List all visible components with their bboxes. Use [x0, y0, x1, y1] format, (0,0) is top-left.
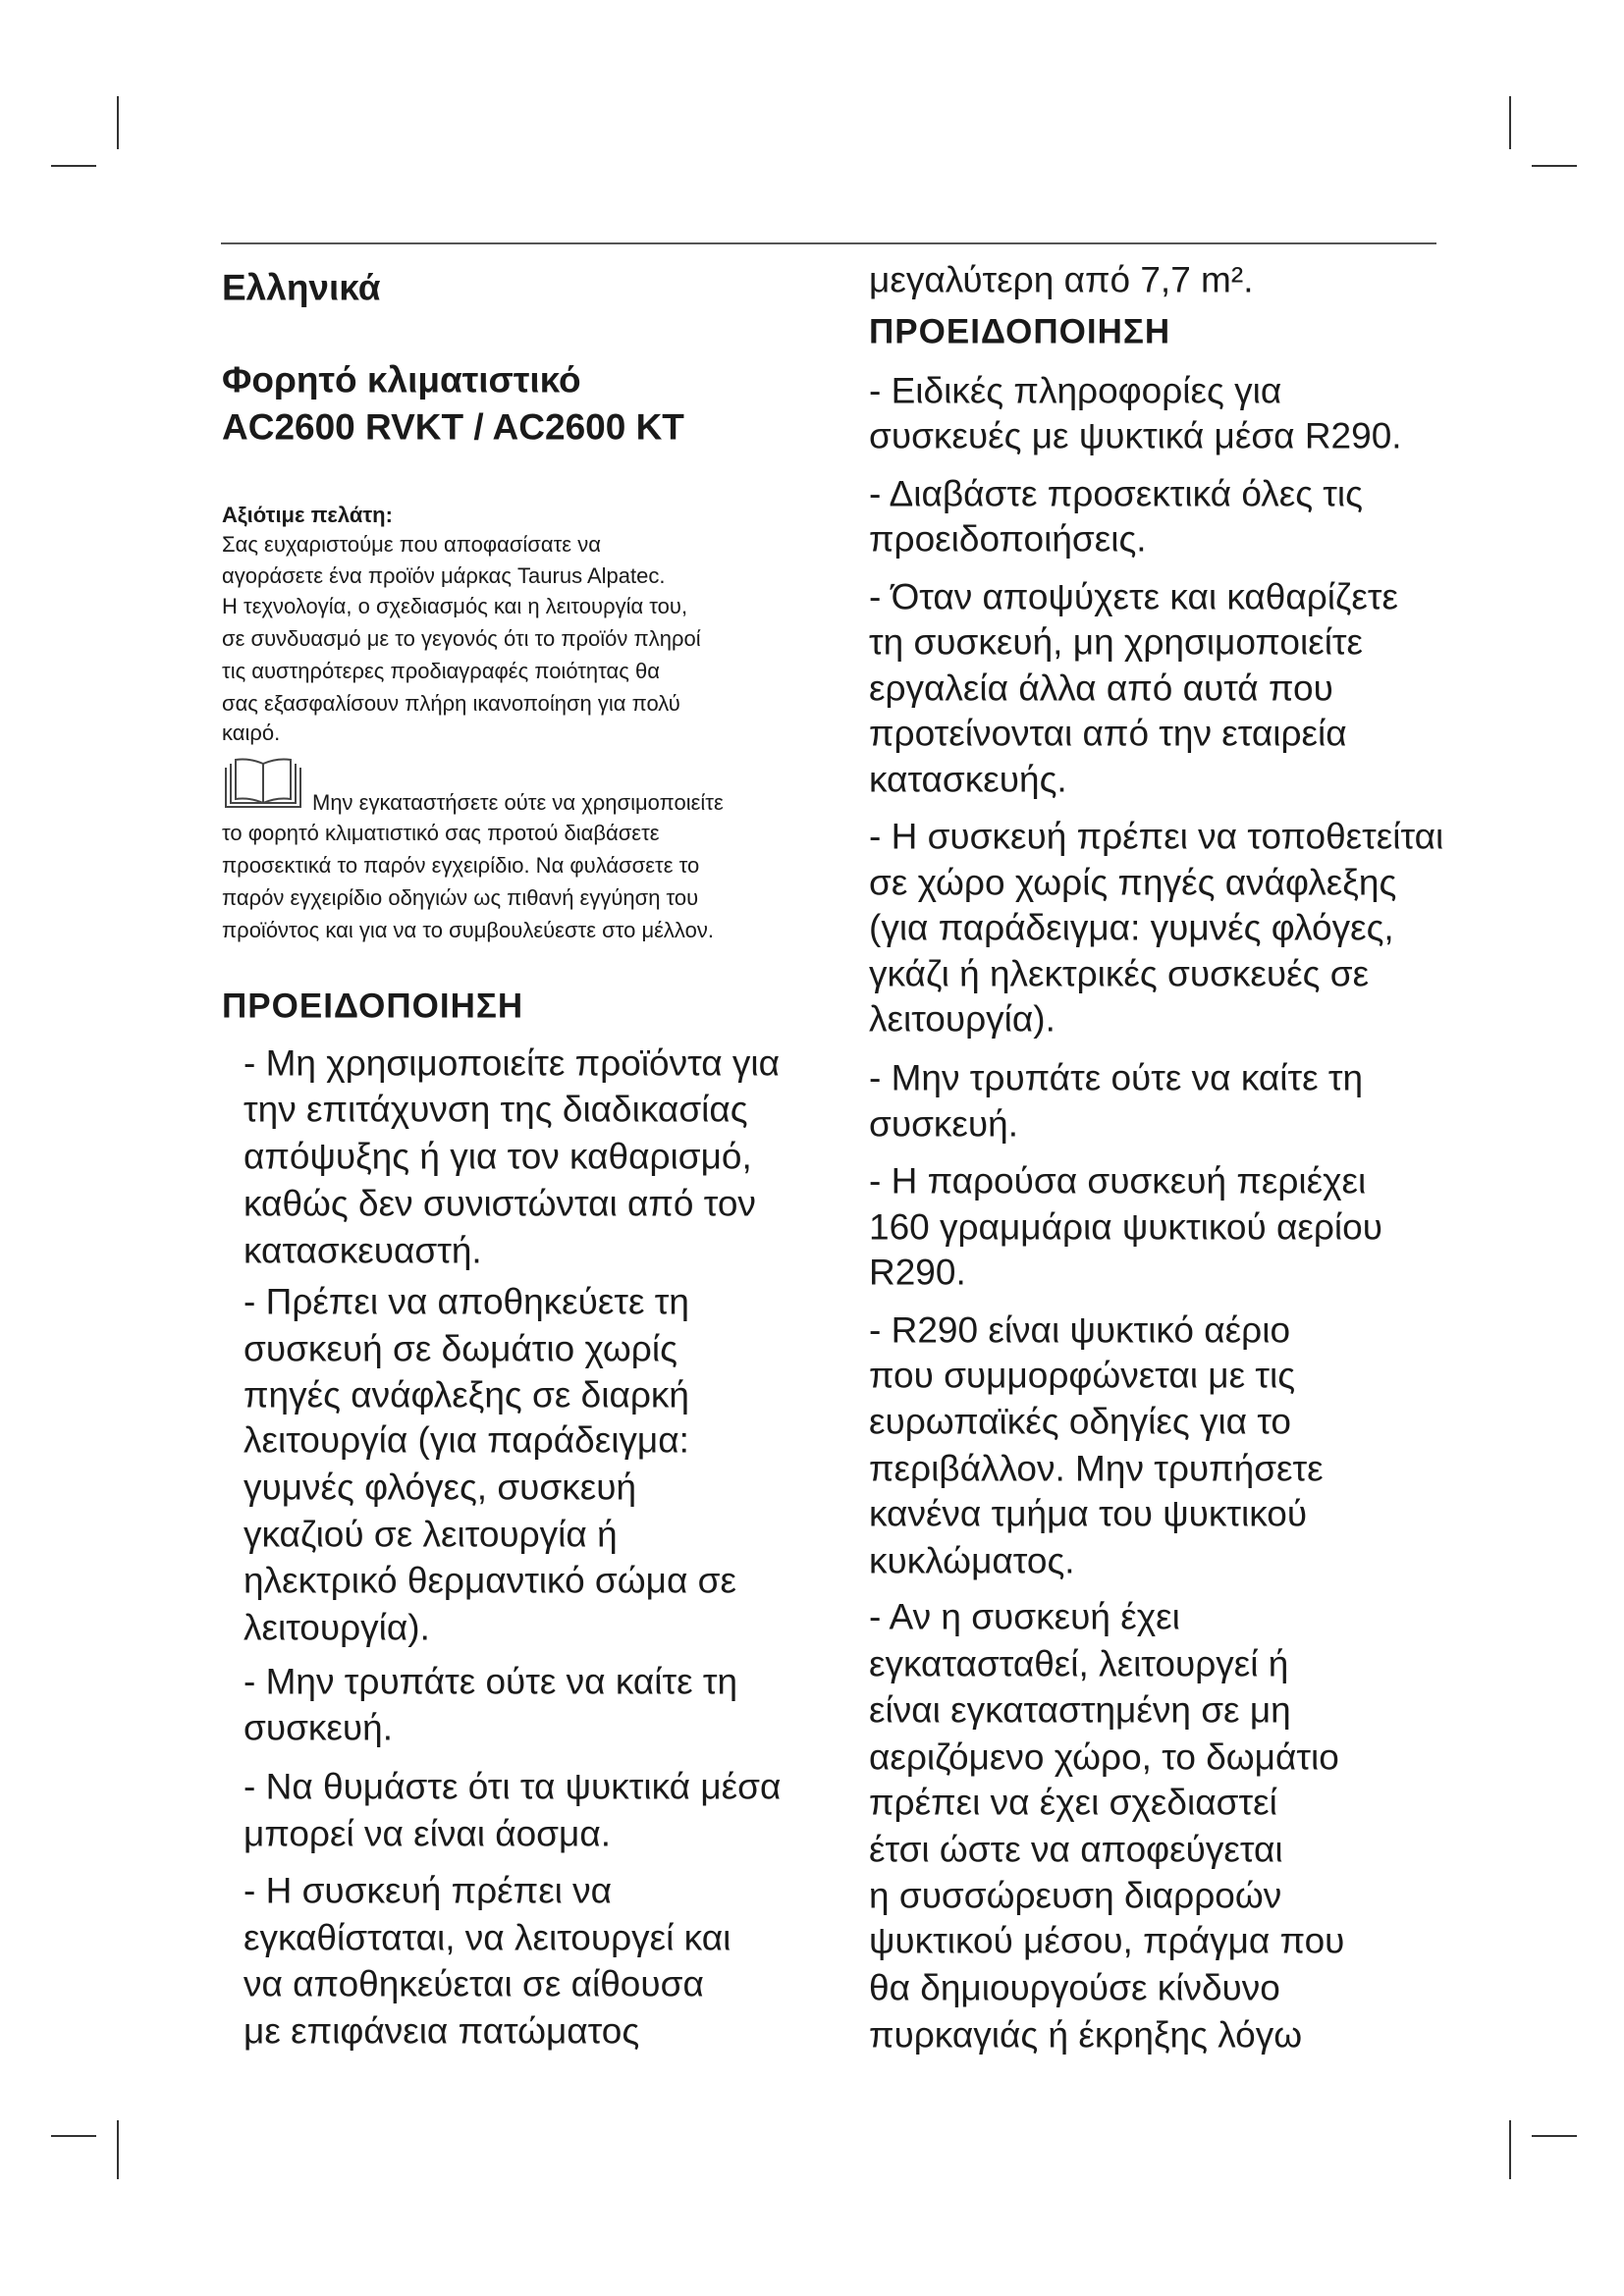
text-line: απόψυξης ή για τον καθαρισμό,	[244, 1136, 752, 1176]
text-line: μεγαλύτερη από 7,7 m².	[869, 259, 1254, 300]
text-line: γκάζι ή ηλεκτρικές συσκευές σε	[869, 953, 1370, 993]
section-heading: ΠΡΟΕΙΔΟΠΟΙΗΣΗ	[222, 987, 524, 1025]
text-line: κανένα τμήμα του ψυκτικού	[869, 1493, 1308, 1534]
text-line: σε συνδυασμό με το γεγονός ότι το προϊόν πληροί	[222, 626, 701, 651]
text-line: περιβάλλον. Μην τρυπήσετε	[869, 1448, 1324, 1488]
text-line: την επιτάχυνση της διαδικασίας	[244, 1089, 748, 1129]
text-line: καθώς δεν συνιστώνται από τον	[244, 1183, 756, 1223]
text-line: προσεκτικά το παρόν εγχειρίδιο. Να φυλάσσετε το	[222, 853, 700, 878]
text-line: γυμνές φλόγες, συσκευή	[244, 1467, 637, 1508]
text-line: συσκευή.	[869, 1103, 1018, 1144]
text-line: πρέπει να έχει σχεδιαστεί	[869, 1782, 1277, 1823]
text-line: - Μη χρησιμοποιείτε προϊόντα για	[244, 1042, 780, 1084]
text-line: συσκευή.	[244, 1707, 393, 1747]
text-line: - Η συσκευή πρέπει να τοποθετείται	[869, 816, 1444, 857]
text-line: - R290 είναι ψυκτικό αέριο	[869, 1309, 1291, 1350]
text-line: - Όταν αποψύχετε και καθαρίζετε	[869, 576, 1398, 616]
text-line: είναι εγκαταστημένη σε μη	[869, 1689, 1291, 1730]
text-line: πυρκαγιάς ή έκρηξης λόγω	[869, 2014, 1303, 2056]
text-line: σας εξασφαλίσουν πλήρη ικανοποίηση για πολύ	[222, 691, 680, 716]
text-line: κατασκευαστή.	[244, 1230, 482, 1270]
page-title: AC2600 RVKT / AC2600 KT	[222, 406, 684, 448]
text-line: τη συσκευή, μη χρησιμοποιείτε	[869, 621, 1364, 663]
text-line: να αποθηκεύεται σε αίθουσα	[244, 1963, 704, 2003]
text-line: - Μην τρυπάτε ούτε να καίτε τη	[244, 1661, 738, 1702]
text-line: τις αυστηρότερες προδιαγραφές ποιότητας θα	[222, 659, 660, 683]
text-line: αγοράσετε ένα προϊόν μάρκας Taurus Alpatec.	[222, 562, 666, 588]
text-line: Μην εγκαταστήσετε ούτε να χρησιμοποιείτε	[312, 789, 724, 815]
text-line: θα δημιουργούσε κίνδυνο	[869, 1967, 1280, 2008]
text-line: προϊόντος και για να το συμβουλεύεστε στο μέλλον.	[222, 918, 714, 942]
page-title: Φορητό κλιματιστικό	[222, 359, 581, 400]
text-line: αεριζόμενο χώρο, το δωμάτιο	[869, 1736, 1339, 1777]
text-line: κυκλώματος.	[869, 1540, 1075, 1581]
text-line: - Αν η συσκευή έχει	[869, 1596, 1180, 1637]
text-line: καιρό.	[222, 721, 281, 745]
text-line: Σας ευχαριστούμε που αποφασίσατε να	[222, 532, 601, 557]
text-line: γκαζιού σε λειτουργία ή	[244, 1514, 618, 1555]
text-line: - Να θυμάστε ότι τα ψυκτικά μέσα	[244, 1766, 782, 1806]
page-title: Ελληνικά	[222, 267, 381, 307]
header-rule	[221, 242, 1436, 244]
text-line: προτείνονται από την εταιρεία	[869, 713, 1347, 754]
text-line: - Μην τρυπάτε ούτε να καίτε τη	[869, 1057, 1364, 1098]
text-line: σε χώρο χωρίς πηγές ανάφλεξης	[869, 862, 1397, 902]
text-line: έτσι ώστε να αποφεύγεται	[869, 1829, 1283, 1870]
text-line: λειτουργία).	[869, 998, 1056, 1040]
text-line: 160 γραμμάρια ψυκτικού αερίου	[869, 1206, 1382, 1247]
text-line: εγκαθίσταται, να λειτουργεί και	[244, 1917, 731, 1958]
crop-mark	[117, 2120, 119, 2179]
text-line: (για παράδειγμα: γυμνές φλόγες,	[869, 907, 1394, 948]
text-line: συσκευή σε δωμάτιο χωρίς	[244, 1328, 677, 1369]
text-line: που συμμορφώνεται με τις	[869, 1355, 1296, 1396]
text-line: κατασκευής.	[869, 759, 1067, 799]
crop-mark	[51, 2135, 96, 2137]
text-line: εργαλεία άλλα από αυτά που	[869, 667, 1333, 708]
text-line: μπορεί να είναι άοσμα.	[244, 1813, 612, 1853]
text-line: λειτουργία (για παράδειγμα:	[244, 1419, 689, 1461]
crop-mark	[51, 165, 96, 167]
text-line: - Η παρούσα συσκευή περιέχει	[869, 1160, 1367, 1201]
text-line: πηγές ανάφλεξης σε διαρκή	[244, 1374, 689, 1415]
text-line: - Ειδικές πληροφορίες για	[869, 370, 1282, 410]
text-line: το φορητό κλιματιστικό σας προτού διαβάσετε	[222, 821, 660, 845]
text-line: συσκευές με ψυκτικά μέσα R290.	[869, 415, 1402, 456]
text-line: ευρωπαϊκές οδηγίες για το	[869, 1401, 1291, 1441]
text-line: εγκατασταθεί, λειτουργεί ή	[869, 1643, 1289, 1684]
text-line: - Η συσκευή πρέπει να	[244, 1870, 613, 1911]
crop-mark	[1509, 96, 1511, 149]
greeting-heading: Αξιότιμε πελάτη:	[222, 503, 393, 527]
text-line: προειδοποιήσεις.	[869, 518, 1147, 560]
open-book-icon	[222, 758, 304, 813]
text-line: με επιφάνεια πατώματος	[244, 2010, 640, 2051]
crop-mark	[1532, 165, 1577, 167]
text-line: παρόν εγχειρίδιο οδηγιών ως πιθανή εγγύηση του	[222, 885, 699, 910]
crop-mark	[117, 96, 119, 149]
text-line: λειτουργία).	[244, 1607, 430, 1647]
text-line: - Διαβάστε προσεκτικά όλες τις	[869, 473, 1363, 513]
section-heading: ΠΡΟΕΙΔΟΠΟΙΗΣΗ	[869, 312, 1171, 350]
text-line: η συσσώρευση διαρροών	[869, 1875, 1282, 1915]
text-line: Η τεχνολογία, ο σχεδιασμός και η λειτουργία του,	[222, 594, 688, 618]
text-line: R290.	[869, 1252, 966, 1293]
crop-mark	[1509, 2120, 1511, 2179]
crop-mark	[1532, 2135, 1577, 2137]
text-line: ηλεκτρικό θερμαντικό σώμα σε	[244, 1560, 736, 1600]
text-line: ψυκτικού μέσου, πράγμα που	[869, 1920, 1345, 1961]
text-line: - Πρέπει να αποθηκεύετε τη	[244, 1281, 689, 1322]
